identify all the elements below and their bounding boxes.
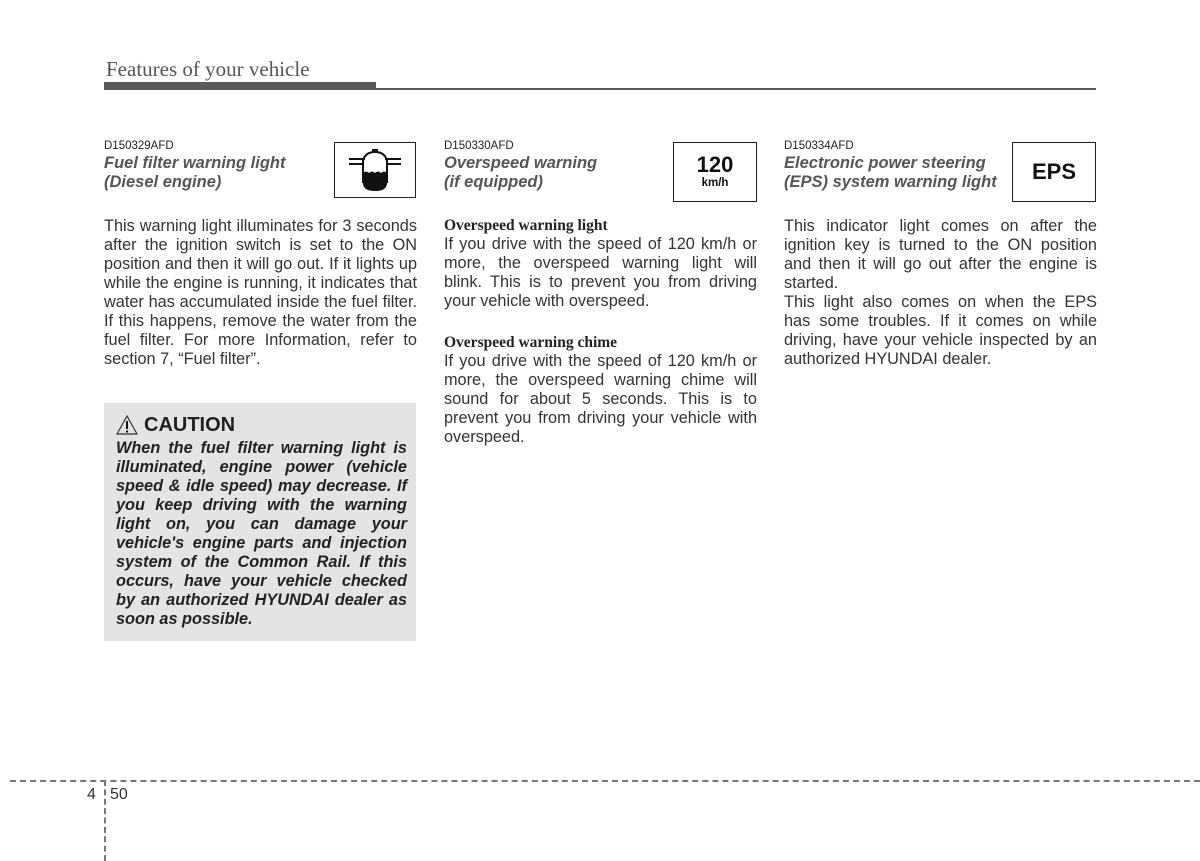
- section-title-line2: (if equipped): [444, 173, 543, 191]
- header-rule-thick: [104, 82, 376, 90]
- subsection-heading: Overspeed warning chime: [444, 334, 618, 351]
- section-code: D150330AFD: [444, 140, 514, 152]
- header-rule-thin: [376, 88, 1096, 90]
- section-code: D150329AFD: [104, 140, 174, 152]
- subsection-body: If you drive with the speed of 120 km/h or more, the overspeed warning light will blink. This is to prevent you from driving your vehicle with overspeed.: [444, 235, 757, 310]
- fuel-filter-water-icon: [334, 142, 416, 198]
- page-header-title: Features of your vehicle: [106, 57, 310, 81]
- section-code: D150334AFD: [784, 140, 854, 152]
- section-title-line1: Overspeed warning: [444, 154, 598, 172]
- subsection-heading: Overspeed warning light: [444, 217, 608, 234]
- overspeed-icon-unit: km/h: [701, 177, 729, 189]
- caution-box: [104, 403, 416, 641]
- footer-divider-vertical: [104, 780, 106, 861]
- overspeed-icon-number: 120: [696, 152, 734, 177]
- section-title-line1: Electronic power steering: [784, 154, 986, 172]
- chapter-number: 4: [87, 786, 96, 803]
- section-paragraph: This light also comes on when the EPS has some troubles. If it comes on while driving, have your vehicle inspected by an authorized HYUNDAI dealer.: [784, 293, 1097, 368]
- section-eps-warning: [784, 138, 1097, 369]
- section-fuel-filter: [104, 138, 417, 369]
- subsection-overspeed-light: [444, 216, 757, 311]
- page-number: 50: [110, 786, 128, 803]
- section-body: This warning light illuminates for 3 seconds after the ignition switch is set to the ON position and then it will go out. If it lights up while the engine is running, it indicates that water has accumulated inside the fuel filter. If this happens, remove the water from the fuel filter. For more Information, refer to section 7, “Fuel filter”.: [104, 217, 417, 368]
- caution-label: CAUTION: [144, 413, 236, 436]
- section-overspeed-warning: [444, 138, 757, 447]
- subsection-overspeed-chime: [444, 333, 757, 447]
- footer-divider-horizontal: [10, 780, 1200, 782]
- section-title-line2: (Diesel engine): [104, 173, 222, 191]
- overspeed-120-icon: [673, 142, 757, 202]
- section-title-line2: (EPS) system warning light: [784, 173, 997, 191]
- eps-icon: [1012, 142, 1096, 202]
- eps-icon-label: EPS: [1031, 159, 1077, 184]
- caution-text: When the fuel filter warning light is illuminated, engine power (vehicle speed & idle speed) may decrease. If you keep driving with the warning light on, you can damage your vehicle's engine parts and injection system of the Common Rail. If this occurs, have your vehicle checked by an authorized HYUNDAI dealer as soon as possible.: [116, 439, 407, 628]
- caution-heading: [116, 413, 407, 437]
- warning-triangle-icon: [116, 415, 138, 435]
- section-paragraph: This indicator light comes on after the ignition key is turned to the ON position and then it will go out after the engine is started.: [784, 217, 1097, 292]
- section-title-line1: Fuel filter warning light: [104, 154, 286, 172]
- subsection-body: If you drive with the speed of 120 km/h or more, the overspeed warning chime will sound for about 5 seconds. This is to prevent you from driving your vehicle with overspeed.: [444, 352, 757, 446]
